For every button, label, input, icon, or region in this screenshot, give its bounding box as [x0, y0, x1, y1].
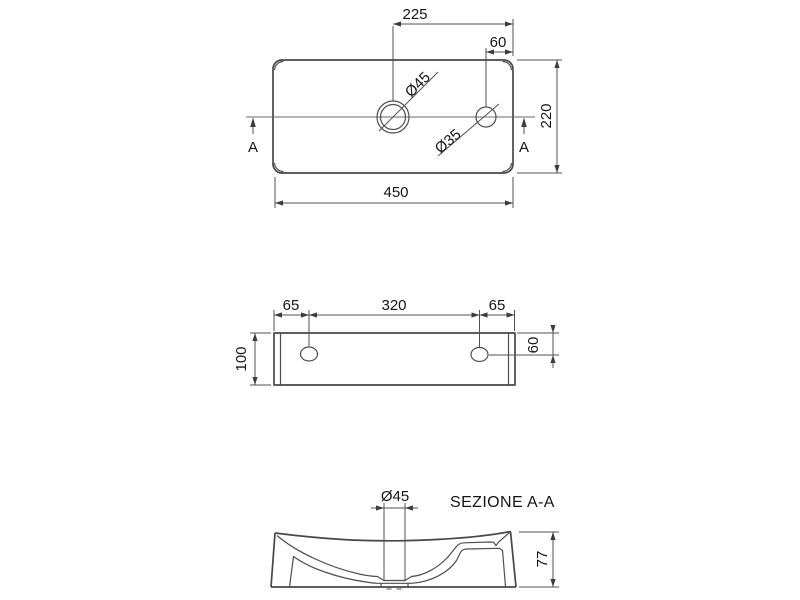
arrowhead: [550, 579, 555, 587]
dim-100-label: 100: [233, 346, 250, 372]
arrowhead: [472, 312, 480, 317]
faucet-hole-diameter-label: Ø45: [401, 68, 434, 101]
arrowhead: [393, 21, 401, 26]
arrowhead: [505, 200, 513, 205]
dim-65-left-label: 65: [282, 297, 300, 314]
arrowhead: [252, 333, 257, 341]
arrowhead: [554, 165, 559, 173]
drain-diameter-label: Ø45: [380, 488, 410, 505]
section-marker-left: A: [247, 139, 259, 156]
arrowhead: [550, 325, 555, 333]
arrowhead: [505, 21, 513, 26]
mounting-hole-right: [471, 348, 488, 362]
dim-60-front-label: 60: [525, 336, 542, 354]
arrowhead: [554, 60, 559, 68]
top-view: [246, 6, 562, 208]
section-arrow-icon: [521, 118, 527, 128]
arrowhead: [550, 532, 555, 540]
arrowhead: [252, 377, 257, 385]
dim-320-label: 320: [381, 297, 407, 314]
basin-cut-profile: [277, 533, 510, 581]
section-title: SEZIONE A-A: [450, 494, 555, 511]
arrowhead: [550, 355, 555, 363]
arrowhead: [274, 312, 282, 317]
arrowhead: [275, 200, 283, 205]
arrowhead: [301, 312, 309, 317]
dim-77-label: 77: [534, 550, 551, 568]
tap-hole-diameter-label: Ø35: [431, 125, 465, 158]
section-marker-right: A: [518, 139, 530, 156]
section-rim-silhouette: [275, 532, 511, 541]
arrowhead: [480, 312, 488, 317]
arrowhead: [405, 505, 413, 510]
section-left-edge: [271, 533, 275, 587]
section-right-edge: [511, 532, 517, 588]
mounting-hole-left: [301, 347, 318, 361]
arrowhead: [376, 505, 384, 510]
arrowhead: [507, 312, 515, 317]
front-view: [233, 297, 559, 385]
front-view-outline: [274, 333, 515, 385]
shell-underside-profile: [290, 548, 506, 587]
dim-220-label: 220: [538, 103, 555, 129]
dim-65-right-label: 65: [488, 297, 506, 314]
dim-225-label: 225: [402, 6, 428, 23]
dim-450-label: 450: [383, 184, 409, 201]
arrowhead: [309, 312, 317, 317]
section-view: [271, 488, 559, 589]
section-arrow-icon: [250, 118, 256, 128]
dim-60-top-label: 60: [489, 34, 507, 51]
